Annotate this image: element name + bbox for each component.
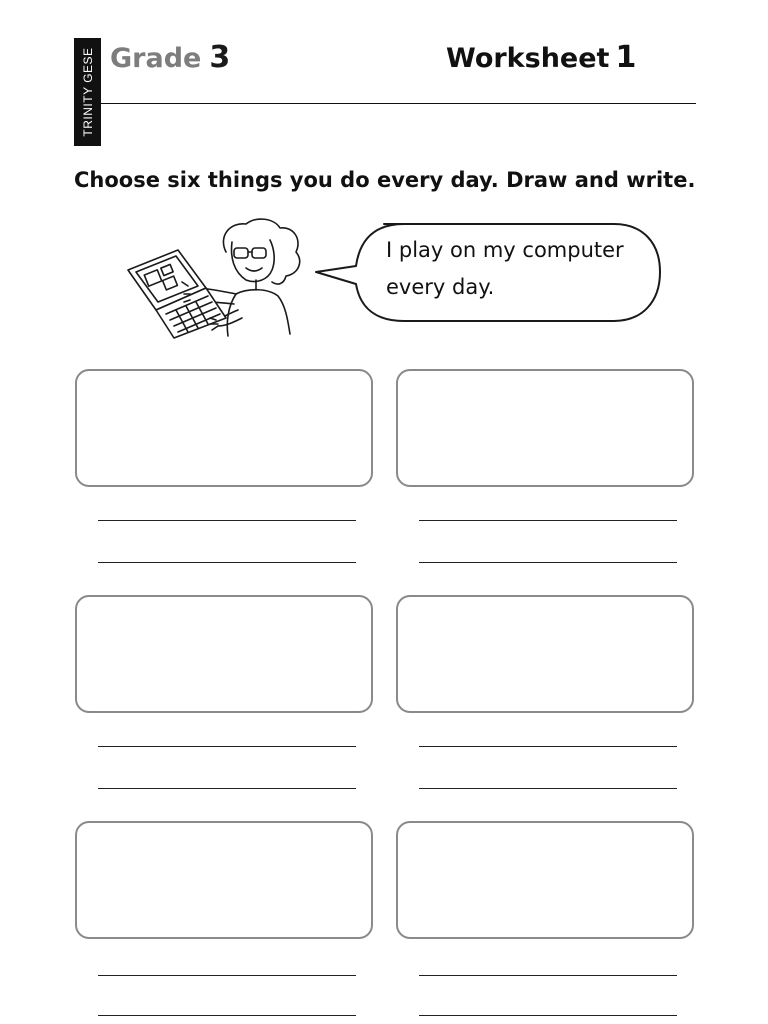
writing-line[interactable] [419, 520, 677, 521]
speech-line-2: every day. [386, 275, 495, 299]
writing-line[interactable] [98, 562, 356, 563]
drawing-box[interactable] [75, 369, 373, 487]
writing-line[interactable] [98, 788, 356, 789]
grade-heading [110, 40, 230, 86]
writing-line[interactable] [98, 746, 356, 747]
speech-bubble-text [386, 232, 656, 306]
speech-line-1: I play on my computer [386, 238, 624, 262]
writing-line[interactable] [98, 520, 356, 521]
worksheet-heading [446, 40, 636, 86]
drawing-box[interactable] [396, 595, 694, 713]
header-divider [101, 103, 696, 104]
writing-line[interactable] [419, 562, 677, 563]
worksheet-label: Worksheet [446, 43, 610, 74]
instruction-text: Choose six things you do every day. Draw and write. [74, 168, 696, 192]
worksheet-number: 1 [615, 40, 637, 75]
grade-label: Grade [110, 43, 202, 74]
girl-with-laptop-icon [118, 214, 318, 344]
series-tab-label: TRINITY GESE [80, 47, 95, 137]
drawing-box[interactable] [75, 595, 373, 713]
writing-line[interactable] [419, 1015, 677, 1016]
writing-line[interactable] [98, 975, 356, 976]
writing-line[interactable] [419, 788, 677, 789]
drawing-box[interactable] [396, 821, 694, 939]
series-tab [74, 38, 101, 146]
writing-line[interactable] [419, 975, 677, 976]
drawing-box[interactable] [396, 369, 694, 487]
drawing-box[interactable] [75, 821, 373, 939]
grade-number: 3 [209, 40, 231, 75]
writing-line[interactable] [419, 746, 677, 747]
writing-line[interactable] [98, 1015, 356, 1016]
